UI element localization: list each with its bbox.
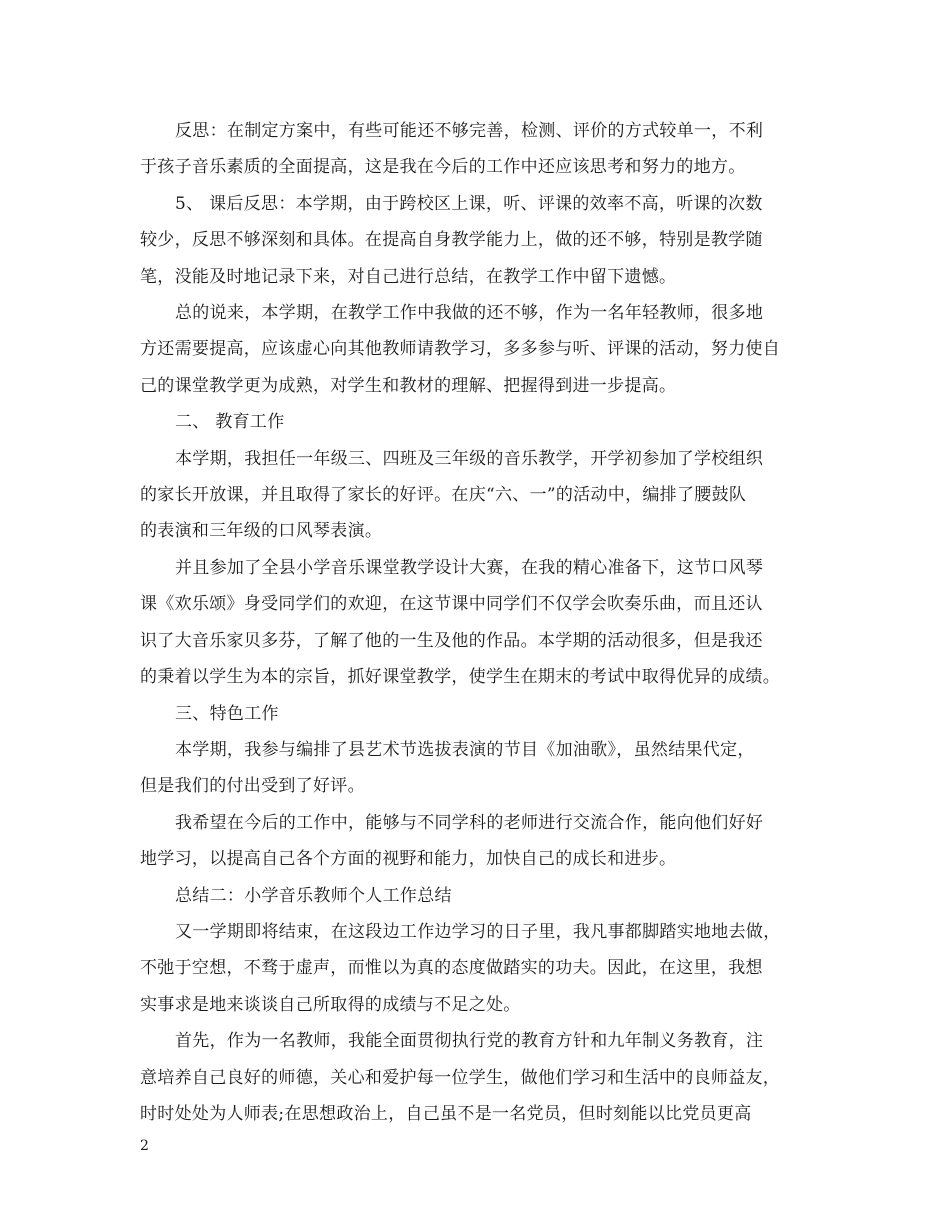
text-line: 实事求是地来谈谈自己所取得的成绩与不足之处。 [140, 994, 521, 1015]
text-line: 本学期，我参与编排了县艺术节选拔表演的节目《加油歌》，虽然结果代定， [175, 739, 755, 760]
text-line: 课《欢乐颂》身受同学们的欢迎，在这节课中同学们不仅学会吹奏乐曲，而且还认 [140, 594, 763, 615]
section-heading-education [140, 404, 830, 440]
paragraph-education-work [140, 441, 830, 550]
text-line: 的表演和三年级的口风琴表演。 [140, 521, 383, 542]
text-line: 方还需要提高，应该虚心向其他教师请教学习，多多参与听、评课的活动，努力使自 [140, 339, 781, 360]
text-line: 首先，作为一名教师，我能全面贯彻执行党的教育方针和九年制义务教育，注 [175, 1031, 764, 1052]
text-line: 5、 课后反思：本学期，由于跨校区上课，听、评课的效率不高，听课的次数 [175, 193, 763, 214]
paragraph-hope [140, 805, 830, 878]
text-line: 的秉着以学生为本的宗旨，抓好课堂教学，使学生在期末的考试中取得优异的成绩。 [140, 667, 781, 688]
text-line: 笔，没能及时地记录下来，对自己进行总结，在教学工作中留下遗憾。 [140, 266, 677, 287]
text-line: 识了大音乐家贝多芬，了解了他的一生及他的作品。本学期的活动很多，但是我还 [140, 630, 763, 651]
section-heading-summary-2 [140, 878, 830, 914]
text-line: 时时处处为人师表;在思想政治上，自己虽不是一名党员，但时刻能以比党员更高 [140, 1103, 752, 1124]
section-heading-special [140, 696, 830, 732]
text-line: 但是我们的付出受到了好评。 [140, 776, 365, 797]
text-line: 总的说来，本学期，在教学工作中我做的还不够，作为一名年轻教师，很多地 [175, 303, 764, 324]
text-line: 我希望在今后的工作中，能够与不同学科的老师进行交流合作，能向他们好好 [175, 812, 764, 833]
text-line: 总结二：小学音乐教师个人工作总结 [175, 885, 452, 906]
text-line: 的家长开放课，并且取得了家长的好评。在庆“六、一”的活动中，编排了腰鼓队 [140, 485, 747, 506]
paragraph-reflection-plan [140, 113, 830, 186]
text-line: 三、特色工作 [175, 703, 279, 724]
text-line: 地学习，以提高自己各个方面的视野和能力，加快自己的成长和进步。 [140, 849, 677, 870]
paragraph-competition [140, 550, 830, 696]
document-body [140, 113, 830, 1132]
paragraph-special-work [140, 732, 830, 805]
text-line: 并且参加了全县小学音乐课堂教学设计大赛，在我的精心准备下，这节口风琴 [175, 557, 764, 578]
text-line: 二、 教育工作 [175, 412, 285, 433]
text-line: 己的课堂教学更为成熟，对学生和教材的理解、把握得到进一步提高。 [140, 375, 677, 396]
paragraph-first [140, 1023, 830, 1132]
paragraph-item-5 [140, 186, 830, 295]
text-line: 较少，反思不够深刻和具体。在提高自身教学能力上，做的还不够，特别是教学随 [140, 230, 763, 251]
page-number: 2 [140, 1138, 149, 1154]
paragraph-semester-end [140, 914, 830, 1023]
text-line: 又一学期即将结束，在这段边工作边学习的日子里，我凡事都脚踏实地地去做， [175, 921, 781, 942]
text-line: 不弛于空想，不骛于虚声，而惟以为真的态度做踏实的功夫。因此，在这里，我想 [140, 958, 763, 979]
text-line: 本学期，我担任一年级三、四班及三年级的音乐教学，开学初参加了学校组织 [175, 448, 764, 469]
text-line: 意培养自己良好的师德，关心和爱护每一位学生，做他们学习和生活中的良师益友， [140, 1067, 781, 1088]
paragraph-summary-teaching [140, 295, 830, 404]
text-line: 于孩子音乐素质的全面提高，这是我在今后的工作中还应该思考和努力的地方。 [140, 157, 746, 178]
text-line: 反思：在制定方案中，有些可能还不够完善，检测、评价的方式较单一，不利 [175, 121, 764, 141]
